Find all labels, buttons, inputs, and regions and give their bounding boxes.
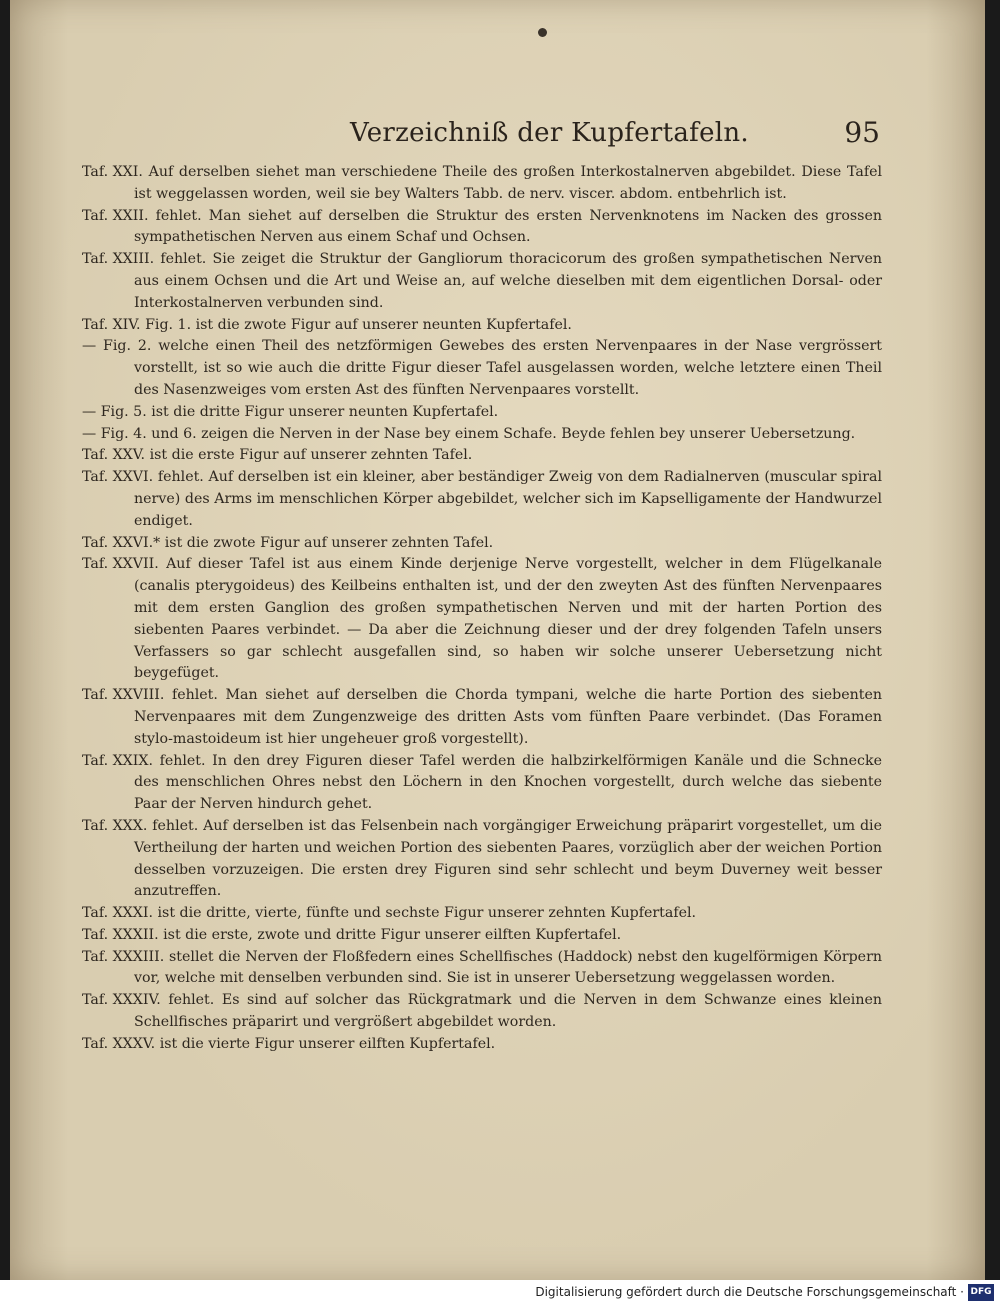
plate-label: — (82, 425, 97, 442)
plate-label: Taf. XXXII. (82, 926, 159, 943)
plate-description: fehlet. Sie zeiget die Struktur der Gangliorum thoracicorum des großen sympathetischen Nerven aus einem Ochsen und die Art und Weise an, auf welche dieselben mit dem eigentlichen Dorsal- oder Interkostalnerven verbunden sind. (134, 251, 882, 311)
plate-entry (82, 816, 882, 903)
plate-description: Fig. 5. ist die dritte Figur unserer neunten Kupfertafel. (100, 403, 499, 420)
plate-description: Auf dieser Tafel ist aus einem Kinde derjenige Nerve vorgestellt, welcher in dem Flügelkanale (canalis pterygoideus) des Keilbeins enthalten ist, und der den zweyten Ast des fünften Nervenpaares mit dem ersten Ganglion des großen sympathetischen Nerven und mit der harten Portion des siebenten Paares verbindet. — Da aber die Zeichnung dieser und der drey folgenden Tafeln unsers Verfassers so gar schlecht ausgefallen sind, so haben wir solche unserer Uebersetzung nicht beygefüget. (134, 556, 882, 682)
plate-description: fehlet. Auf derselben ist ein kleiner, aber beständiger Zweig von dem Radialnerven (muscular spiral nerve) des Arms im menschlichen Körper abgebildet, welcher sich im Kapselligamente der Handwurzel endiget. (134, 469, 882, 529)
plate-entry (82, 424, 882, 446)
plate-description: Fig. 4. und 6. zeigen die Nerven in der Nase bey einem Schafe. Beyde fehlen bey unserer Uebersetzung. (100, 425, 856, 442)
plate-description: Auf derselben siehet man verschiedene Theile des großen Interkostalnerven abgebildet. Diese Tafel ist weggelassen worden, weil sie bey Walters Tabb. de nerv. viscer. abdom. entbehrlich ist. (134, 164, 883, 202)
plate-entry (82, 947, 882, 991)
digitization-footer (0, 1280, 1000, 1307)
plate-index-list (82, 162, 882, 1056)
plate-label: Taf. XXVIII. (82, 687, 165, 704)
plate-description: ist die dritte, vierte, fünfte und sechste Figur unserer zehnten Kupfertafel. (157, 905, 697, 922)
plate-label: Taf. XXXI. (82, 905, 153, 922)
plate-description: ist die vierte Figur unserer eilften Kupfertafel. (159, 1035, 496, 1052)
plate-label: Taf. XXXV. (82, 1035, 156, 1052)
plate-label: Taf. XXIII. (82, 251, 155, 268)
plate-entry (82, 315, 882, 337)
dfg-logo: DFG (968, 1284, 994, 1301)
page-header (350, 118, 880, 158)
plate-description: ist die erste, zwote und dritte Figur unserer eilften Kupfertafel. (163, 926, 622, 943)
plate-label: Taf. XXII. (82, 207, 149, 224)
plate-description: fehlet. Auf derselben ist das Felsenbein nach vorgängiger Erweichung präparirt vorgestellet, um die Vertheilung der harten und weichen Portion des siebenten Paares, vorzüglich aber der weichen Portion desselben vorzuzeigen. Die ersten drey Figuren sind sehr schlecht und beym Duverney weit besser anzutreffen. (134, 817, 882, 900)
plate-label: Taf. XXXIII. (82, 948, 165, 965)
plate-entry (82, 751, 882, 816)
plate-entry (82, 925, 882, 947)
plate-label: Taf. XXIX. (82, 752, 153, 769)
plate-entry (82, 554, 882, 685)
page-number: 95 (844, 116, 880, 149)
plate-entry (82, 903, 882, 925)
plate-entry (82, 1034, 882, 1056)
plate-label: Taf. XIV. (82, 316, 141, 333)
plate-description: ist die zwote Figur auf unserer zehnten Tafel. (164, 534, 494, 551)
plate-entry (82, 467, 882, 532)
plate-entry (82, 249, 882, 314)
plate-label: — (82, 403, 97, 420)
plate-label: Taf. XXVI. (82, 469, 154, 486)
plate-label: Taf. XXV. (82, 447, 146, 464)
plate-entry (82, 685, 882, 750)
plate-description: stellet die Nerven der Floßfedern eines Schellfisches (Haddock) nebst den kugelförmigen Körpern vor, welche mit denselben verbunden sind. Sie ist in unserer Uebersetzung weggelassen worden. (134, 948, 883, 987)
plate-label: Taf. XXI. (82, 164, 143, 180)
ink-spot (538, 28, 547, 37)
plate-label: Taf. XXXIV. (82, 992, 161, 1009)
plate-entry (82, 990, 882, 1034)
plate-description: fehlet. Es sind auf solcher das Rückgratmark und die Nerven in dem Schwanze eines kleinen Schellfisches präparirt und vergrößert abgebildet worden. (134, 992, 882, 1031)
plate-entry (82, 336, 882, 401)
plate-label: Taf. XXVI.* (82, 534, 161, 551)
plate-label: — (82, 338, 97, 355)
plate-entry (82, 206, 882, 250)
plate-description: ist die erste Figur auf unserer zehnten Tafel. (149, 447, 473, 464)
plate-entry (82, 533, 882, 555)
plate-description: Fig. 1. ist die zwote Figur auf unserer neunten Kupfertafel. (145, 316, 572, 333)
plate-entry (82, 162, 882, 206)
plate-description: fehlet. In den drey Figuren dieser Tafel werden die halbzirkelförmigen Kanäle und die Schnecke des menschlichen Ohres nebst den Löchern in den Knochen vorgestellt, durch welche das siebente Paar der Nerven hindurch gehet. (134, 752, 882, 813)
running-title: Verzeichniß der Kupfertafeln. (350, 118, 749, 148)
plate-entry (82, 402, 882, 424)
plate-entry (82, 445, 882, 467)
plate-description: Fig. 2. welche einen Theil des netzförmigen Gewebes des ersten Nervenpaares in der Nase vergrössert vorstellt, ist so wie auch die dritte Figur dieser Tafel ausgelassen worden, welche letztere einen Theil des Nasenzweiges vom ersten Ast des fünften Nervenpaares vorstellt. (103, 338, 882, 398)
plate-label: Taf. XXVII. (82, 556, 159, 573)
plate-description: fehlet. Man siehet auf derselben die Chorda tympani, welche die harte Portion des siebenten Nervenpaares mit dem Zungenzweige des dritten Asts vom fünften Paare verbindet. (Das Foramen stylo-mastoideum ist hier ungeheuer groß vorgestellt). (134, 687, 883, 747)
funding-notice: Digitalisierung gefördert durch die Deutsche Forschungsgemeinschaft · (535, 1285, 964, 1299)
plate-label: Taf. XXX. (82, 817, 148, 834)
plate-description: fehlet. Man siehet auf derselben die Struktur des ersten Nervenknotens im Nacken des grossen sympathetischen Nerven aus einem Schaf und Ochsen. (134, 207, 882, 246)
